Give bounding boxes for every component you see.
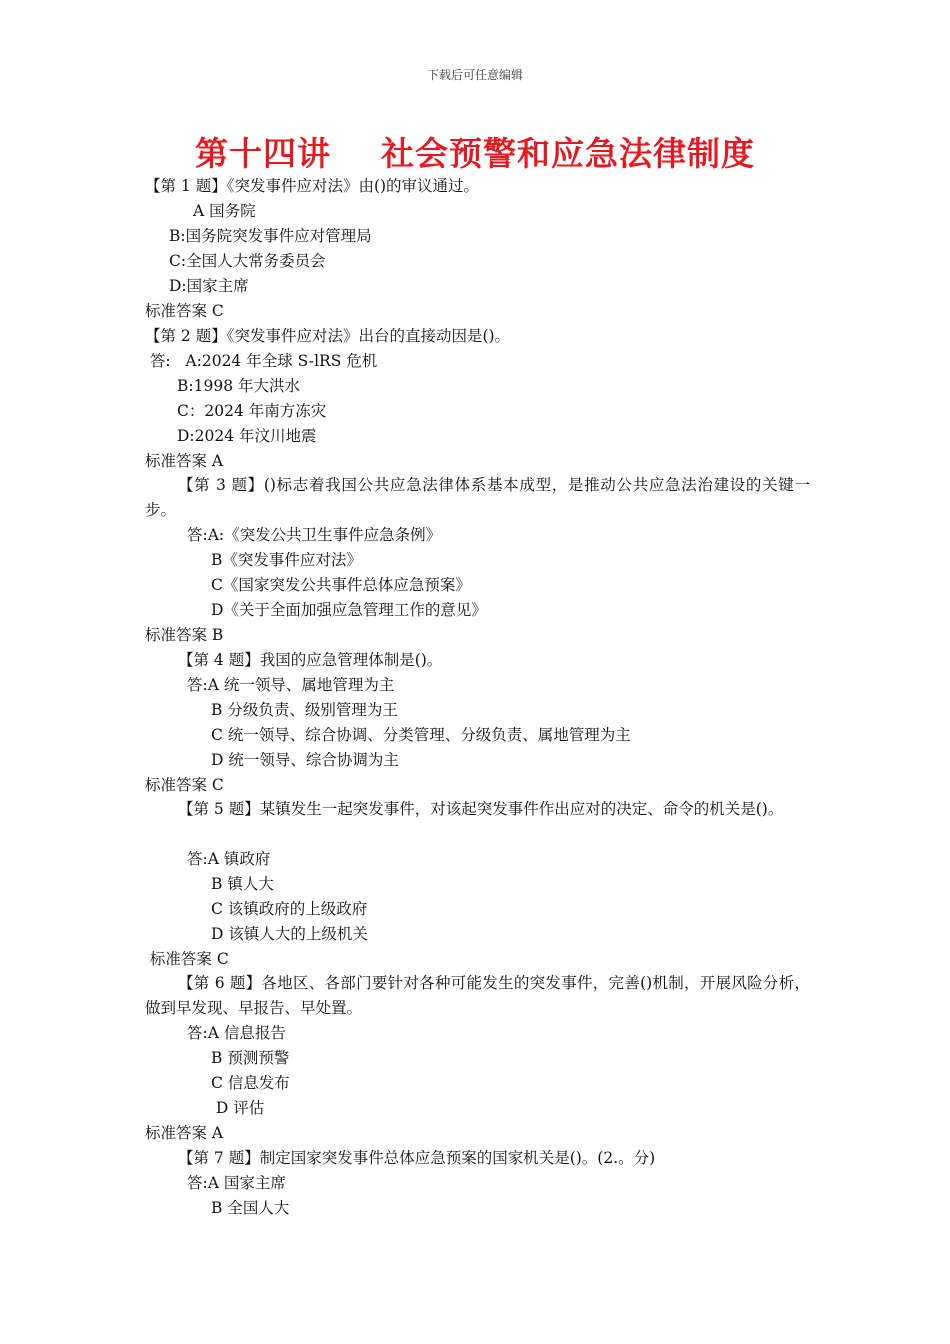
question-4-answer: 标准答案 C <box>145 776 224 794</box>
question-7-option-b: B 全国人大 <box>211 1199 290 1217</box>
question-4-option-c: C 统一领导、综合协调、分类管理、分级负责、属地管理为主 <box>211 726 631 744</box>
question-5-option-a: 答:A 镇政府 <box>187 850 271 868</box>
question-5-option-c: C 该镇政府的上级政府 <box>211 900 368 918</box>
question-6-option-a: 答:A 信息报告 <box>187 1024 286 1042</box>
question-6-option-b: B 预测预警 <box>211 1049 290 1067</box>
question-6-option-d: D 评估 <box>211 1099 265 1117</box>
question-2-option-c: C：2024 年南方冻灾 <box>177 402 327 420</box>
question-1-option-a: A 国务院 <box>193 202 256 220</box>
question-3-option-a: 答:A:《突发公共卫生事件应急条例》 <box>187 526 442 544</box>
question-4-stem: 【第 4 题】我国的应急管理体制是()。 <box>178 651 443 669</box>
question-3-answer: 标准答案 B <box>145 626 224 644</box>
question-4-option-b: B 分级负责、级别管理为王 <box>211 701 398 719</box>
question-1-option-d: D:国家主席 <box>169 277 249 295</box>
question-1-option-c: C:全国人大常务委员会 <box>169 252 326 270</box>
question-3-option-b: B《突发事件应对法》 <box>211 551 362 569</box>
question-7-option-a: 答:A 国家主席 <box>187 1174 286 1192</box>
question-4-option-d: D 统一领导、综合协调为主 <box>211 751 399 769</box>
question-7-stem: 【第 7 题】制定国家突发事件总体应急预案的国家机关是()。(2.。分) <box>178 1149 656 1167</box>
question-1-answer: 标准答案 C <box>145 302 224 320</box>
question-5-option-d: D 该镇人大的上级机关 <box>211 925 368 943</box>
question-6-stem: 【第 6 题】各地区、各部门要针对各种可能发生的突发事件，完善()机制，开展风险分析，做到早发现、早报告、早处置。 <box>145 974 810 1017</box>
question-2-option-d: D:2024 年汶川地震 <box>177 427 317 445</box>
question-2-stem: 【第 2 题】《突发事件应对法》出台的直接动因是()。 <box>145 327 511 345</box>
page-title: 第十四讲 社会预警和应急法律制度 <box>195 134 755 173</box>
question-2-option-a: 答: A:2024 年全球 S-lRS 危机 <box>145 352 378 370</box>
question-1-stem: 【第 1 题】《突发事件应对法》由()的审议通过。 <box>145 177 480 195</box>
question-3-option-d: D《关于全面加强应急管理工作的意见》 <box>211 601 487 619</box>
question-2-answer: 标准答案 A <box>145 452 224 470</box>
question-2-option-b: B:1998 年大洪水 <box>177 377 300 395</box>
page-header: 下载后可任意编辑 <box>426 68 523 82</box>
question-5-answer: 标准答案 C <box>145 950 229 968</box>
question-3-option-c: C《国家突发公共事件总体应急预案》 <box>211 576 471 594</box>
question-1-option-b: B:国务院突发事件应对管理局 <box>169 227 372 245</box>
question-5-option-b: B 镇人大 <box>211 875 274 893</box>
question-3-stem: 【第 3 题】()标志着我国公共应急法律体系基本成型，是推动公共应急法治建设的关键一步。 <box>145 476 810 519</box>
question-6-answer: 标准答案 A <box>145 1124 224 1142</box>
question-5-stem: 【第 5 题】某镇发生一起突发事件，对该起突发事件作出应对的决定、命令的机关是()。 <box>178 800 784 818</box>
question-4-option-a: 答:A 统一领导、属地管理为主 <box>187 676 395 694</box>
question-6-option-c: C 信息发布 <box>211 1074 290 1092</box>
